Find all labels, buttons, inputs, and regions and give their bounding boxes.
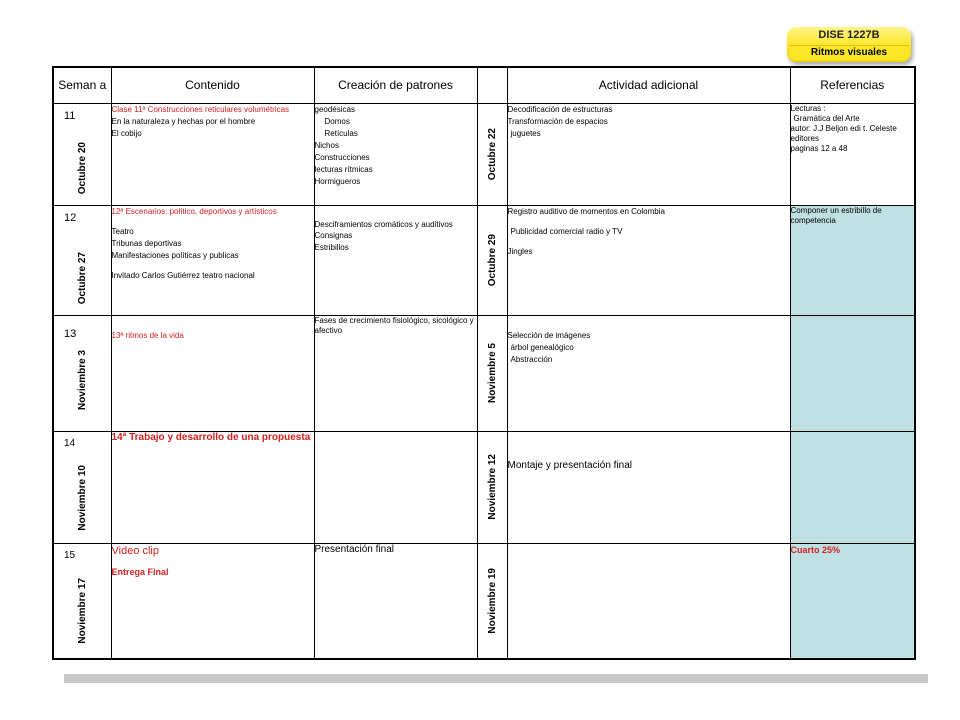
reference-line: paginas 12 a 48 <box>790 143 848 153</box>
class-title: 12ª Escenarios: político, deportivos y artísticos <box>111 206 277 216</box>
activity-line: Selección de imágenes <box>507 330 591 340</box>
header-creacion: Creación de patrones <box>314 67 477 103</box>
pattern-line: Consignas <box>314 230 353 240</box>
creacion-cell <box>314 543 477 659</box>
activity-line: Decodificación de estructuras <box>507 104 613 114</box>
actividad-cell <box>507 103 790 205</box>
week-date: Noviembre 3 <box>76 350 88 411</box>
pattern-line: Hormigueros <box>314 176 361 186</box>
reference-line: Lecturas : <box>790 103 826 113</box>
activity-line: Registro auditivo de momentos en Colombia <box>507 206 665 216</box>
creacion-cell <box>314 205 477 315</box>
class-title: 14ª Trabajo y desarrollo de una propuesta <box>111 431 311 443</box>
week-number: 15 <box>64 549 76 561</box>
session-date: Octubre 29 <box>486 233 498 287</box>
table-row <box>53 315 915 431</box>
week-cell <box>53 315 111 431</box>
content-line: En la naturaleza y hechas por el hombre <box>111 116 256 126</box>
session-date: Noviembre 19 <box>486 567 498 634</box>
class-title: 13ª ritmos de la vida <box>111 330 184 340</box>
referencias-cell <box>790 431 915 543</box>
week-number: 11 <box>64 109 76 122</box>
table-row <box>53 205 915 315</box>
content-line: Tribunas deportivas <box>111 238 182 248</box>
referencias-cell <box>790 205 915 315</box>
table-row <box>53 431 915 543</box>
activity-line: Montaje y presentación final <box>507 459 633 471</box>
week-cell <box>53 103 111 205</box>
session-date-cell <box>477 431 507 543</box>
pattern-line: geodésicas <box>314 104 355 114</box>
header-contenido: Contenido <box>111 67 314 103</box>
session-date: Octubre 22 <box>486 127 498 181</box>
class-title: Clase 11ª Construcciones reticulares volumétricas <box>111 104 290 114</box>
pattern-line: lecturas rítmicas <box>314 164 373 174</box>
class-title: Video clip <box>111 544 159 557</box>
referencias-cell <box>790 103 915 205</box>
content-line: Entrega Final <box>111 566 169 577</box>
week-cell <box>53 205 111 315</box>
content-line: Teatro <box>111 226 134 236</box>
header-actividad: Actividad adicional <box>507 67 790 103</box>
pattern-line: Nichos <box>314 140 339 150</box>
actividad-cell <box>507 431 790 543</box>
activity-line: Abstracción <box>510 354 553 364</box>
session-date-cell <box>477 103 507 205</box>
content-line: Manifestaciones políticas y publicas <box>111 250 239 260</box>
pattern-line: Desciframientos cromáticos y auditivos <box>314 219 453 229</box>
session-date: Noviembre 12 <box>486 454 498 520</box>
week-number: 14 <box>64 437 76 449</box>
pattern-line: Retículas <box>324 128 358 138</box>
pattern-line: Domos <box>324 116 350 126</box>
week-cell <box>53 431 111 543</box>
creacion-cell <box>314 315 477 431</box>
activity-line: Jingles <box>507 246 533 256</box>
session-date: Noviembre 5 <box>486 342 498 404</box>
week-date: Octubre 20 <box>76 142 88 195</box>
week-date: Octubre 27 <box>76 252 88 305</box>
week-cell <box>53 543 111 659</box>
referencias-cell <box>790 543 915 659</box>
session-date-cell <box>477 205 507 315</box>
table-row <box>53 103 915 205</box>
header-row <box>53 67 915 103</box>
actividad-cell <box>507 315 790 431</box>
reference-line: autor: J.J Beljon edi t. Celeste editores <box>790 123 897 143</box>
activity-line: juguetes <box>510 128 541 138</box>
week-date: Noviembre 10 <box>76 464 88 531</box>
contenido-cell <box>111 315 314 431</box>
week-number: 12 <box>64 211 77 224</box>
header-referencias: Referencias <box>790 67 915 103</box>
reference-line: Gramática del Arte <box>793 113 860 123</box>
course-code-badge <box>787 27 911 62</box>
content-line: Invitado Carlos Gutiérrez teatro nacional <box>111 270 255 280</box>
contenido-cell <box>111 103 314 205</box>
footer-divider <box>64 674 928 683</box>
table-row <box>53 543 915 659</box>
pattern-line: Presentación final <box>314 543 394 555</box>
actividad-cell <box>507 205 790 315</box>
contenido-cell <box>111 431 314 543</box>
activity-line: árbol genealógico <box>510 342 574 352</box>
actividad-cell <box>507 543 790 659</box>
content-line: El cobijo <box>111 128 142 138</box>
schedule-table <box>52 66 916 660</box>
header-blank <box>477 67 507 103</box>
session-date-cell <box>477 543 507 659</box>
header-semana: Seman a <box>53 67 111 103</box>
pattern-line: Construcciones <box>314 152 370 162</box>
activity-line: Transformación de espacios <box>507 116 608 126</box>
session-date-cell <box>477 315 507 431</box>
pattern-line: Estribillos <box>314 242 349 252</box>
course-code: DISE 1227B <box>818 29 880 41</box>
contenido-cell <box>111 205 314 315</box>
activity-line: Publicidad comercial radio y TV <box>510 226 623 236</box>
course-title: Ritmos visuales <box>789 45 909 60</box>
creacion-cell <box>314 103 477 205</box>
pattern-line: Fases de crecimiento fisiológico, sicológico y afectivo <box>314 315 474 335</box>
referencias-cell <box>790 315 915 431</box>
reference-line: Componer un estribillo de competencia <box>790 205 882 225</box>
contenido-cell <box>111 543 314 659</box>
reference-line: Cuarto 25% <box>790 544 841 555</box>
week-date: Noviembre 17 <box>76 578 88 644</box>
week-number: 13 <box>64 327 77 340</box>
creacion-cell <box>314 431 477 543</box>
